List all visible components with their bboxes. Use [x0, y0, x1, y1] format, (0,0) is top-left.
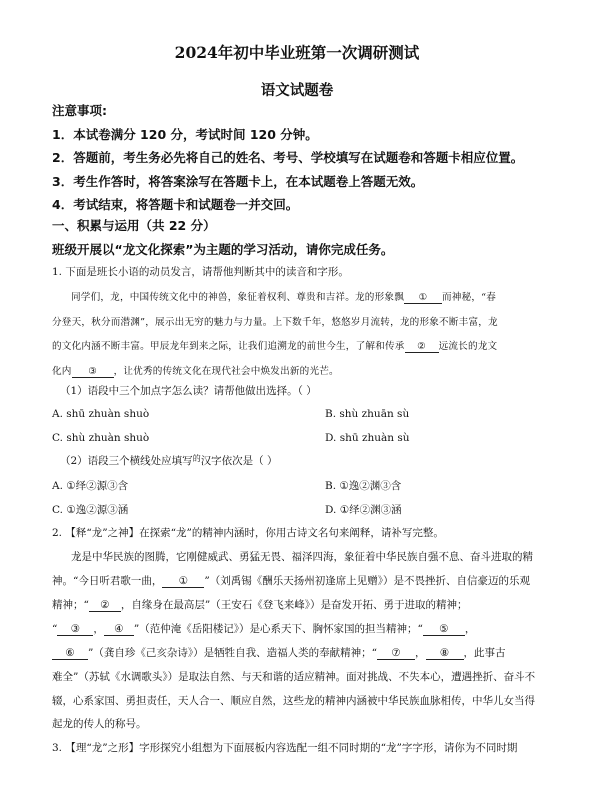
- notice-item: 2．答题前，考生务必先将自己的姓名、考号、学校填写在试题卷和答题卡相应位置。: [52, 150, 524, 165]
- q1-stem: 1. 下面是班长小语的动员发言，请帮他判断其中的读音和字形。: [52, 266, 349, 278]
- option-b: B. ①逸②渊③含: [325, 480, 402, 492]
- q2-blank-5: ⑤: [423, 623, 465, 636]
- option-a: A. ①绎②源③含: [52, 480, 129, 492]
- q2-line: 龙是中华民族的图腾，它刚健威武、勇猛无畏、福泽四海，象征着中华民族自强不息、奋斗进取的精: [71, 551, 533, 563]
- option-d: D. ①绎②渊③涵: [325, 504, 402, 516]
- passage-line: 分登天，秋分而潜渊”，展示出无穷的魅力与力量。上下数千年，悠悠岁月流转，龙的形象不断丰富，龙: [52, 317, 498, 328]
- q2-stem: 2. 【释“龙”之神】在探索“龙”的精神内涵时，你用古诗文名句来阐释，请补写完整。: [52, 527, 444, 539]
- blank-3: ③: [72, 366, 114, 378]
- exam-subtitle: 语文试题卷: [260, 82, 334, 99]
- notice-item: 3．考生作答时，将答案涂写在答题卡上，在本试题卷上答题无效。: [52, 174, 424, 189]
- q2-line: 辍，心系家国、勇担责任，天人合一、顺应自然，这些龙的精神内涵被中华民族血脉相传，中华儿女当得: [52, 695, 535, 707]
- q2-line: 起龙的传人的称号。: [52, 718, 147, 730]
- option-b: B. shù zhuān sù: [325, 408, 410, 420]
- passage-line: 同学们，龙，中国传统文化中的神兽，象征着权利、尊贵和吉祥。龙的形象飘 ① 而神秘，“春: [71, 292, 497, 303]
- q2-blank-2: ②: [89, 599, 121, 612]
- q2-line: 神。“今日听君歌一曲， ① ”（刘禹锡《酬乐天扬州初逢席上见赠》）是不畏挫折、自信豪迈的乐观: [52, 575, 530, 587]
- q2-blank-7: ⑦: [377, 647, 415, 660]
- exam-title: 2024年初中毕业班第一次调研测试: [174, 43, 420, 62]
- blank-1: ①: [404, 292, 442, 304]
- option-a: A. shū zhuàn shuò: [52, 408, 150, 420]
- q2-line: ⑥ ”（龚自珍《己亥杂诗》）是牺牲自我、造福人类的奉献精神；“ ⑦ ， ⑧ ，此事古: [52, 645, 506, 660]
- q1-sub2-stem: （2）语段三个横线处应填写$^的$汉字依次是（ ）: [60, 454, 278, 467]
- passage-line: 化内 ③ ，让优秀的传统文化在现代社会中焕发出新的光芒。: [52, 366, 339, 377]
- q2-line: 难全”（苏轼《水调歌头》）是取法自然、与天和谐的适应精神。面对挑战、不失本心，遭遇挫折、奋斗不: [52, 671, 536, 683]
- q2-blank-4: ④: [104, 623, 134, 636]
- q2-blank-6: ⑥: [52, 647, 88, 660]
- blank-2: ②: [405, 341, 439, 353]
- q2-blank-3: ③: [57, 623, 93, 636]
- section-heading: 一、积累与运用（共 22 分）: [52, 218, 216, 233]
- section-intro: 班级开展以“龙文化探索”为主题的学习活动，请你完成任务。: [52, 242, 394, 257]
- q1-sub1-stem: （1）语段中三个加点字怎么读？请帮他做出选择。（ ）: [60, 385, 317, 397]
- notice-item: 4．考试结束，将答题卡和试题卷一并交回。: [52, 197, 299, 212]
- q3-stem: 3. 【理“龙”之形】字形探究小组想为下面展板内容选配一组不同时期的“龙”字字形，请你为不同时期: [52, 742, 518, 754]
- notice-item: 1．本试卷满分 120 分，考试时间 120 分钟。: [52, 127, 318, 142]
- q2-line: 精神；“ ② ，自缘身在最高层”（王安石《登飞来峰》）是奋发开拓、勇于进取的精神；: [52, 599, 468, 611]
- notice-heading: 注意事项:: [52, 103, 107, 118]
- q2-line: “ ③ ， ④ ”（范仲淹《岳阳楼记》）是心系天下、胸怀家国的担当精神；“ ⑤ ，: [52, 623, 476, 635]
- q2-blank-8: ⑧: [426, 647, 464, 660]
- option-c: C. ①逸②源③涵: [52, 504, 129, 516]
- option-d: D. shū zhuàn sù: [325, 432, 410, 444]
- passage-line: 的文化内涵不断丰富。甲辰龙年到来之际，让我们追溯龙的前世今生，了解和传承 ② 远流长的龙文: [52, 341, 498, 352]
- q2-blank-1: ①: [162, 575, 204, 588]
- option-c: C. shù zhuàn shuò: [52, 432, 150, 444]
